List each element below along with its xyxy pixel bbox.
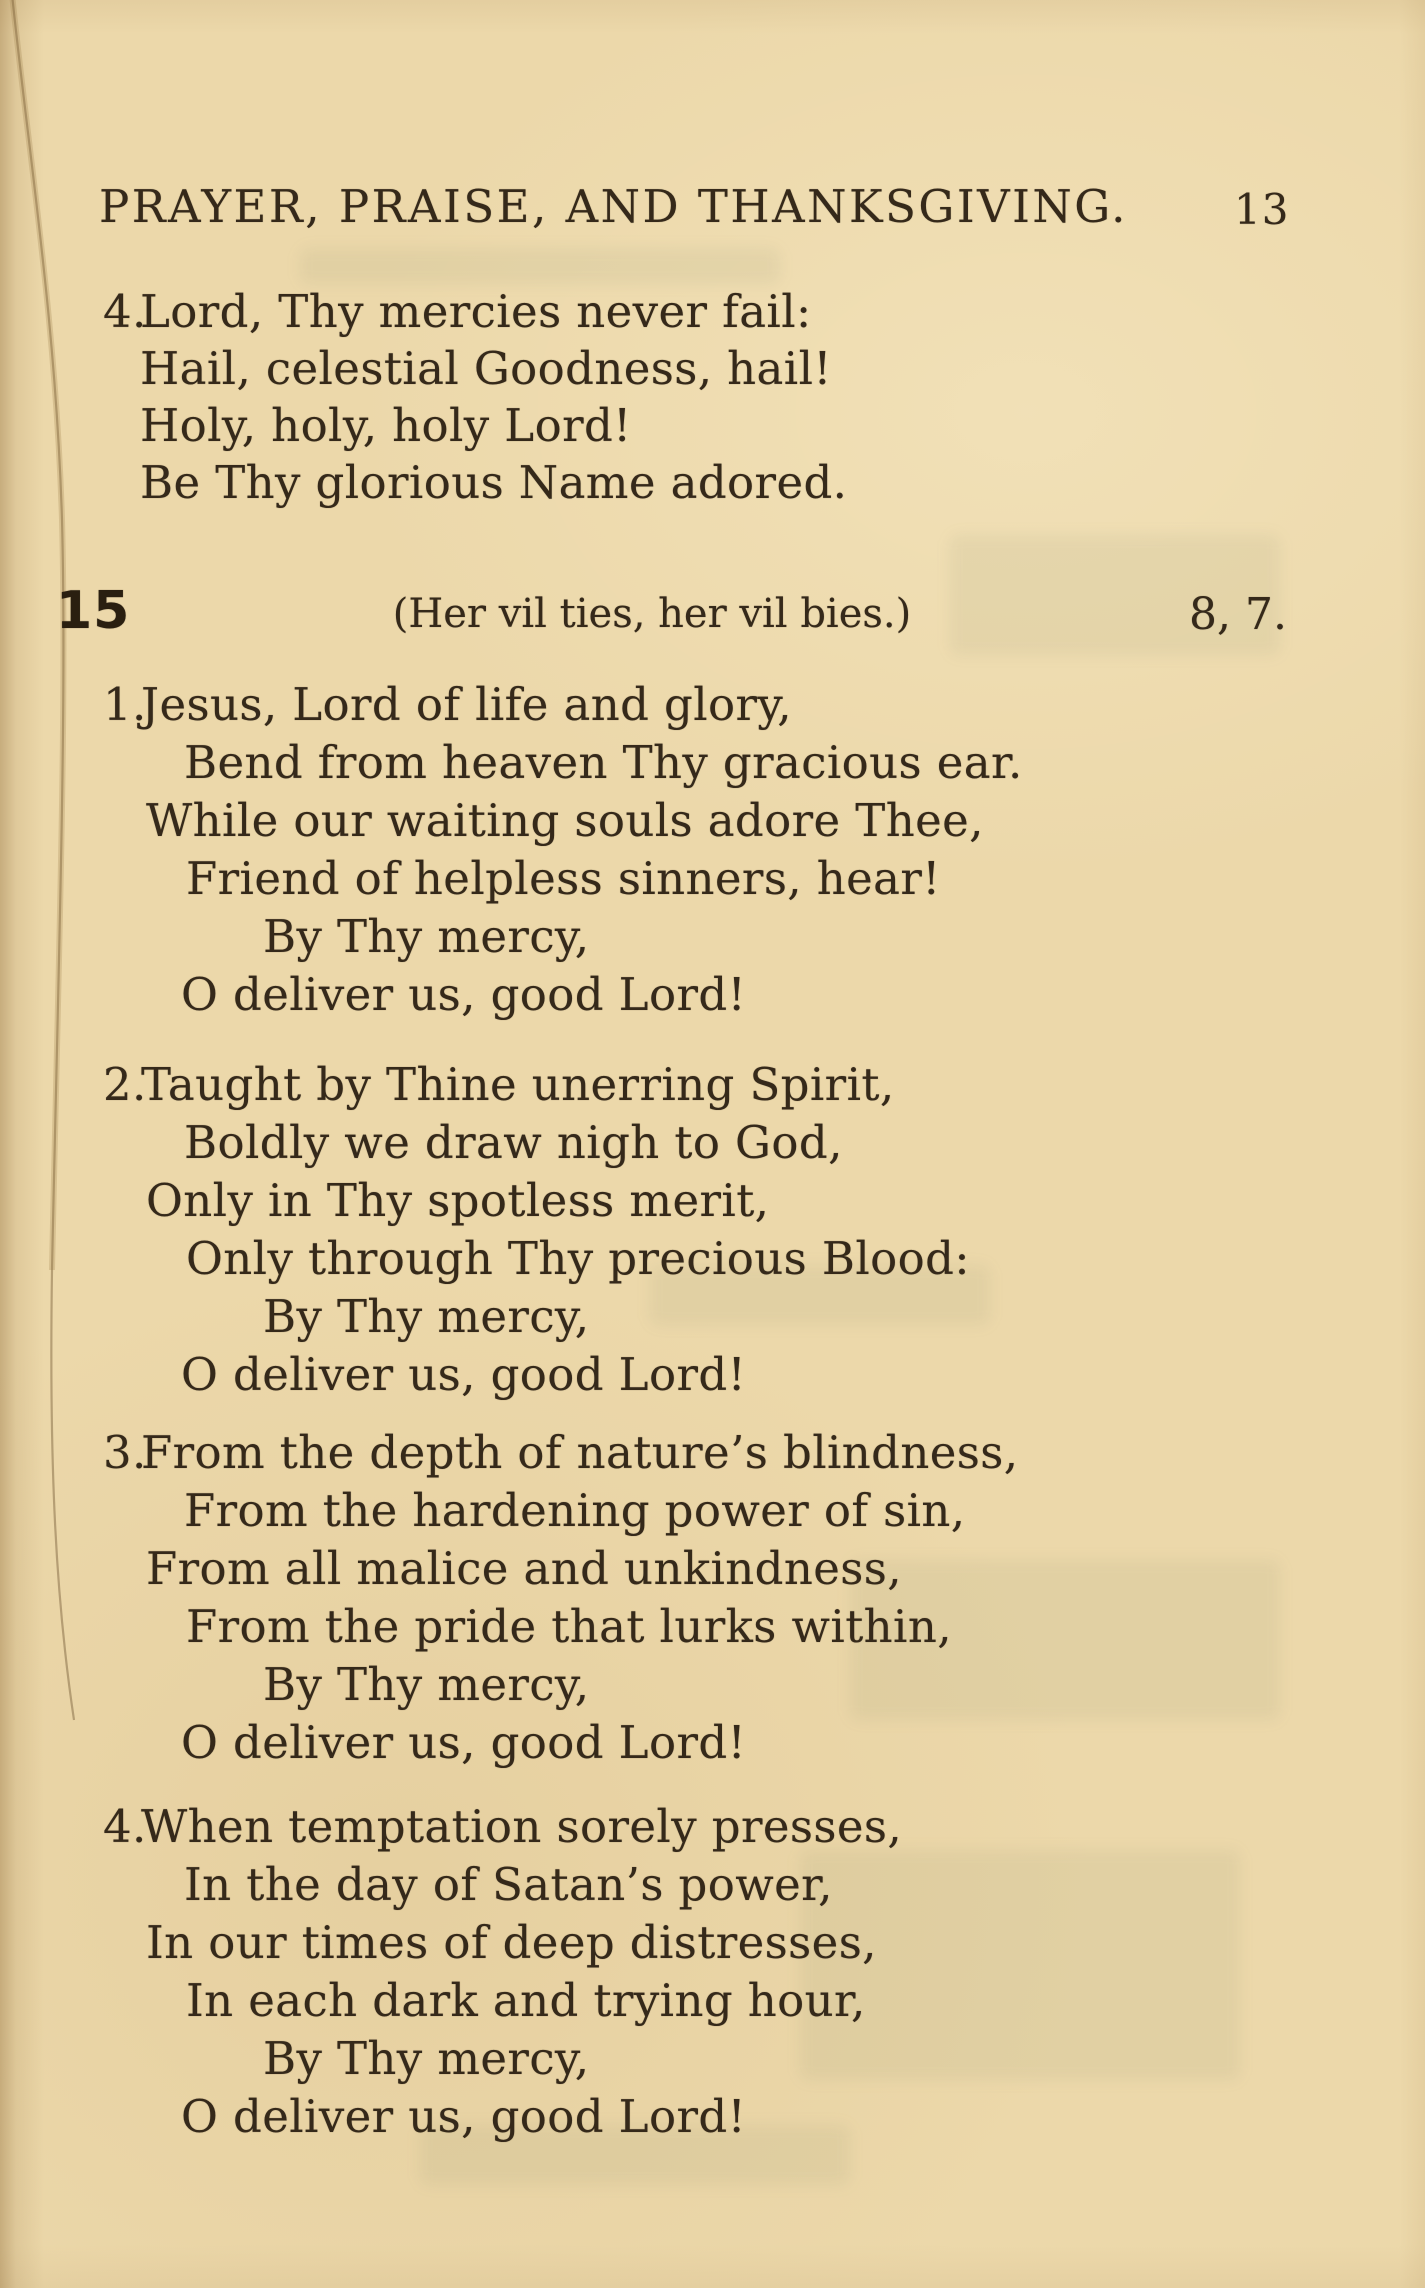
- verse-line: By Thy mercy,: [263, 1290, 590, 1343]
- verse-line: From the hardening power of sin,: [184, 1484, 966, 1537]
- meter-notation: 8, 7.: [1189, 589, 1287, 640]
- verse-line: Holy, holy, holy Lord!: [140, 399, 632, 452]
- verse-line: Friend of helpless sinners, hear!: [186, 852, 941, 905]
- verse-number: 1.: [103, 678, 147, 731]
- verse-line: By Thy mercy,: [263, 2032, 590, 2085]
- verse-line: Bend from heaven Thy gracious ear.: [184, 736, 1023, 789]
- verse-number: 4.: [103, 285, 147, 338]
- tune-caption: (Her vil ties, her vil bies.): [392, 591, 912, 637]
- verse-line: In the day of Satan’s power,: [184, 1858, 833, 1911]
- verse-line: O deliver us, good Lord!: [181, 2090, 747, 2143]
- hymn-verse-3: [0, 1424, 1425, 1772]
- verse-number: 4.: [103, 1800, 147, 1853]
- verse-line: Lord, Thy mercies never fail:: [140, 285, 812, 338]
- verse-line: When temptation sorely presses,: [141, 1800, 903, 1853]
- verse-line: O deliver us, good Lord!: [181, 1348, 747, 1401]
- page-number: 13: [1234, 185, 1290, 234]
- verse-line: Jesus, Lord of life and glory,: [141, 678, 792, 731]
- verse-line: Boldly we draw nigh to God,: [184, 1116, 843, 1169]
- verse-line: Hail, celestial Goodness, hail!: [140, 342, 832, 395]
- continued-verse: [0, 283, 1425, 511]
- hymn-number: 15: [56, 581, 131, 641]
- verse-line: While our waiting souls adore Thee,: [146, 794, 984, 847]
- verse-line: Only through Thy precious Blood:: [186, 1232, 970, 1285]
- section-title: PRAYER, PRAISE, AND THANKSGIVING.: [99, 180, 1128, 233]
- hymn-heading: [0, 583, 1425, 653]
- verse-number: 3.: [103, 1426, 147, 1479]
- verse-line: From the pride that lurks within,: [186, 1600, 952, 1653]
- verse-line: Be Thy glorious Name adored.: [140, 456, 848, 509]
- verse-line: O deliver us, good Lord!: [181, 968, 747, 1021]
- verse-line: From the depth of nature’s blindness,: [141, 1426, 1019, 1479]
- bleed-through-artifact: [300, 248, 780, 284]
- verse-line: In each dark and trying hour,: [186, 1974, 866, 2027]
- hymn-verse-4: [0, 1798, 1425, 2146]
- verse-line: In our times of deep distresses,: [146, 1916, 877, 1969]
- hymn-verse-2: [0, 1056, 1425, 1404]
- verse-number: 2.: [103, 1058, 147, 1111]
- verse-line: O deliver us, good Lord!: [181, 1716, 747, 1769]
- verse-line: By Thy mercy,: [263, 910, 590, 963]
- verse-line: By Thy mercy,: [263, 1658, 590, 1711]
- verse-line: From all malice and unkindness,: [146, 1542, 902, 1595]
- hymn-verse-1: [0, 676, 1425, 1024]
- verse-line: Only in Thy spotless merit,: [146, 1174, 770, 1227]
- verse-line: Taught by Thine unerring Spirit,: [141, 1058, 895, 1111]
